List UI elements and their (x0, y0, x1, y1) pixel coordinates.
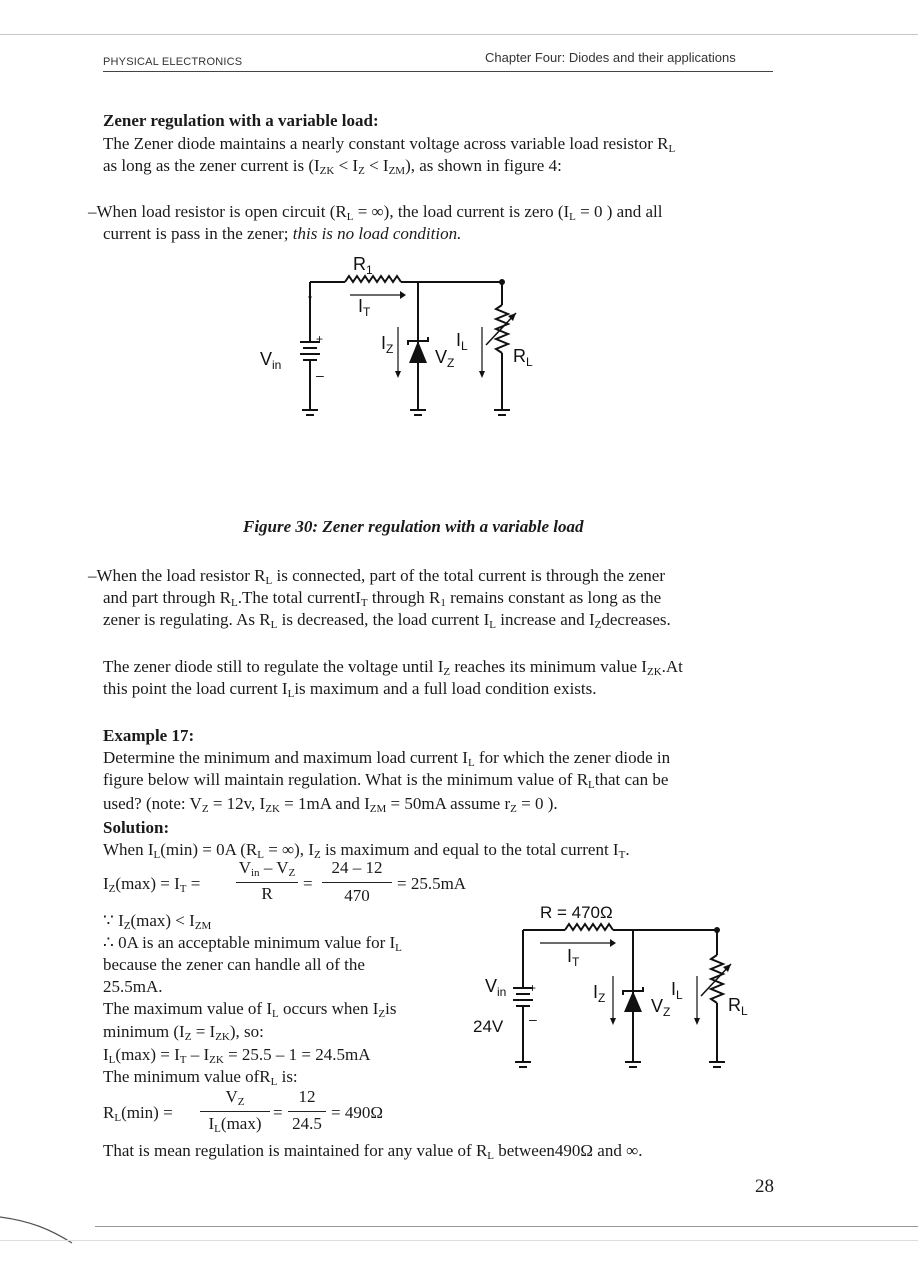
svg-text:RL: $R_L$ (728, 995, 748, 1018)
solution-line-9: The minimum value ofR$_L$ is: (103, 1067, 298, 1088)
label-plus: + (316, 332, 324, 346)
figure-30-circuit (250, 245, 570, 445)
footer-rule (95, 1226, 918, 1227)
eq1-fraction-bar (236, 882, 298, 883)
svg-text:+: + (529, 981, 537, 995)
label-r1: $R_1$ (353, 254, 373, 277)
label-it: $I_T$ (358, 296, 371, 319)
eq1-numerator: $V_{in} - V_Z$ (238, 858, 296, 879)
eq1-fraction-bar-2 (322, 882, 392, 883)
example-r-label: R = 470Ω (540, 903, 613, 922)
label-minus: – (316, 367, 324, 383)
eq2-fraction-bar-2 (288, 1111, 326, 1112)
solution-title: Solution: (103, 818, 170, 837)
intro-line-2: as long as the zener current is $(I_{ZK} < I_Z < I_{ZM})$, as shown in figure 4: (103, 156, 562, 177)
svg-text:VZ: $V_Z$ (651, 996, 671, 1019)
still-line-2: this point the load current $I_Lis$ maximum and a full load condition exists. (103, 679, 597, 700)
solution-line-3: ∴ 0A is an acceptable minimum value for $I_L$ (103, 933, 402, 954)
eq2-numerator-value: 12 (298, 1087, 316, 1106)
solution-conclusion: That is mean regulation is maintained for any value of $R_L$ between490Ω and ∞. (103, 1141, 643, 1162)
solution-line-1: When $I_L(\min) = 0A$ ($R_L$ = ∞), $I_Z$ is maximum and equal to the total current $I_T$. (103, 840, 630, 861)
eq2-fraction-bar (200, 1111, 270, 1112)
header-rule (103, 71, 773, 72)
connected-line-3: zener is regulating. As $R_L$ is decreased, the load current $I_L$ increase and $I_Zdecreases$. (103, 610, 671, 631)
label-rl: $R_L$ (513, 346, 533, 369)
svg-text:IT: $I_T$ (567, 946, 580, 969)
eq2-lhs: $R_L(\min)$ = (103, 1103, 173, 1124)
solution-line-5: 25.5mA. (103, 977, 163, 996)
example-zener-icon (624, 991, 642, 1012)
eq1-result: = 25.5mA (397, 874, 467, 893)
example-circuit (465, 900, 765, 1090)
label-il: $I_L$ (456, 330, 468, 353)
label-vin: $V_{in}$ (260, 349, 282, 372)
header-chapter: Chapter Four: Diodes and their applications (485, 50, 736, 65)
solution-line-8: $I_L(\max) = I_T - I_{ZK} = 25.5 - 1 = 24.5mA$ (103, 1045, 371, 1066)
label-vz: $V_Z$ (435, 347, 455, 370)
scan-top-line (0, 34, 918, 35)
eq1-lhs: $I_Z(\max) = I_T$ = (103, 874, 201, 895)
svg-text:Vin: $V_{in}$ (485, 976, 507, 999)
eq2-numerator: $V_Z$ (225, 1087, 245, 1108)
example-line-3: used? (note: $V_Z = 12v$, $I_{ZK} = 1mA$ and $I_{ZM} = 50mA$ assume $r_Z = 0$ ). (103, 794, 558, 815)
svg-text:IL: $I_L$ (671, 979, 683, 1002)
solution-since: ∵ $I_Z(\max) < I_{ZM}$ (103, 911, 212, 932)
example-line-1: Determine the minimum and maximum load current $I_L$ for which the zener diode in (103, 748, 671, 769)
figure-30-caption: Figure 30: Zener regulation with a variable load (243, 517, 584, 536)
zener-diode-icon (409, 341, 427, 363)
header-course: PHYSICAL ELECTRONICS (103, 56, 243, 68)
svg-text:–: – (529, 1011, 537, 1027)
eq1-numerator-values: 24 – 12 (331, 858, 383, 877)
eq1-denominator-values: 470 (344, 886, 370, 905)
solution-line-4: because the zener can handle all of the (103, 955, 365, 974)
section-title: Zener regulation with a variable load: (103, 111, 379, 130)
open-circuit-line-2: current is pass in the zener; this is no load condition. (103, 224, 462, 243)
example-vin-value: 24V (473, 1017, 504, 1036)
resistor-r1 (345, 276, 401, 282)
label-iz: $I_Z$ (381, 333, 394, 356)
intro-line-1: The Zener diode maintains a nearly constant voltage across variable load resistor $R_L$ (103, 134, 676, 155)
page-number: 28 (755, 1176, 774, 1197)
eq1-denominator: R (261, 884, 273, 903)
eq2-denominator-value: 24.5 (292, 1114, 322, 1133)
still-line-1: The zener diode still to regulate the voltage until $I_Z$ reaches its minimum value $I_{ZK}.At$ (103, 657, 683, 678)
solution-line-7: minimum $(I_Z = I_{ZK})$, so: (103, 1022, 264, 1043)
connected-line-2: and part through $R_L.The$ total currentI$_T$ through $R_1$ remains constant as long as the (103, 588, 662, 609)
eq2-result: = 490Ω (331, 1103, 383, 1122)
example-line-2: figure below will maintain regulation. What is the minimum value of $R_Lthat$ can be (103, 770, 669, 791)
svg-text:IZ: $I_Z$ (593, 982, 606, 1005)
example-title: Example 17: (103, 726, 195, 745)
solution-line-6: The maximum value of $I_L$ occurs when $I_Zis$ (103, 999, 397, 1020)
eq2-equals: = (273, 1103, 283, 1122)
connected-line-1: –When the load resistor $R_L$ is connected, part of the total current is through the zener (88, 566, 665, 587)
scan-bottom-line (0, 1240, 918, 1241)
eq1-equals: = (303, 874, 313, 893)
open-circuit-line-1: –When load resistor is open circuit ($R_L$ = ∞), the load current is zero ($I_L = 0$ ) and all (88, 202, 663, 223)
scan-corner-mark (0, 1205, 100, 1245)
eq2-denominator: $I_L(\max)$ (208, 1114, 262, 1135)
